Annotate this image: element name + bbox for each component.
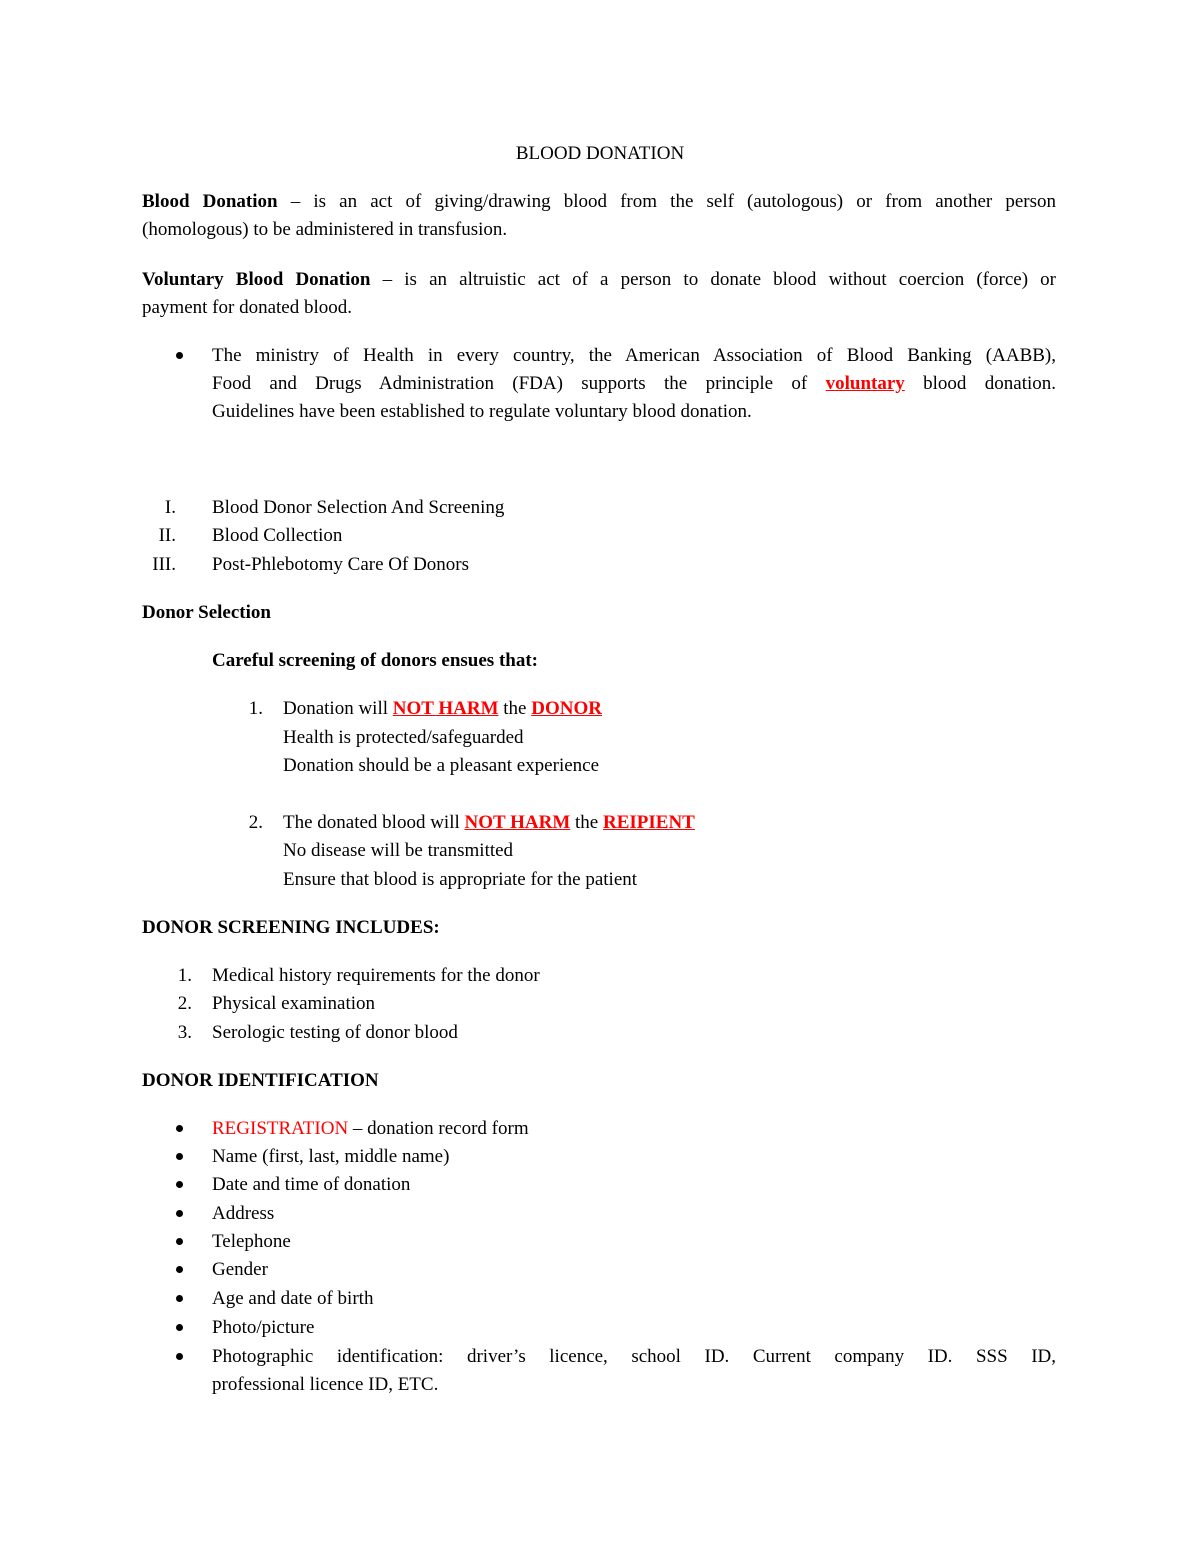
- highlight-donor: DONOR: [531, 698, 602, 719]
- outline-number: II.: [158, 525, 176, 546]
- selection-item-1-sub-1: Health is protected/safeguarded: [283, 727, 524, 748]
- list-number: 2.: [177, 993, 192, 1014]
- section-heading-donor-selection: Donor Selection: [142, 602, 271, 623]
- bullet-icon: [176, 1210, 183, 1217]
- bullet-icon: [176, 1153, 183, 1160]
- selection-item-2-sub-2: Ensure that blood is appropriate for the patient: [283, 869, 638, 890]
- bullet-text: Food and Drugs Administration (FDA) supports the principle of: [212, 373, 808, 394]
- bullet-text: blood donation.: [923, 373, 1056, 394]
- bullet-icon: [176, 1295, 183, 1302]
- list-number: 3.: [177, 1022, 192, 1043]
- identification-item: Date and time of donation: [212, 1174, 411, 1195]
- intro-paragraph-1-line-2: (homologous) to be administered in transfusion.: [142, 219, 508, 240]
- page-title: BLOOD DONATION: [515, 143, 685, 164]
- intro-bullet-line-1: The ministry of Health in every country, the American Association of Blood Banking (AABB),: [212, 345, 1056, 366]
- item-text: the: [503, 698, 527, 719]
- highlight-not-harm: NOT HARM: [392, 698, 499, 719]
- intro-paragraph-2-line-1: [142, 269, 1056, 291]
- section-subheading: Careful screening of donors ensues that:: [212, 650, 538, 671]
- intro-bullet-line-2: [212, 373, 1056, 395]
- list-number: 1.: [177, 965, 192, 986]
- term-blood-donation: Blood Donation: [142, 191, 278, 212]
- list-number: 2.: [248, 812, 263, 833]
- identification-item: Gender: [212, 1259, 268, 1280]
- identification-item: Telephone: [212, 1231, 291, 1252]
- outline-item: Post-Phlebotomy Care Of Donors: [212, 554, 470, 575]
- bullet-icon: [176, 1125, 183, 1132]
- bullet-icon: [176, 1353, 183, 1360]
- identification-item: Name (first, last, middle name): [212, 1146, 450, 1167]
- selection-item-2: [283, 812, 695, 834]
- highlight-recipient: REIPIENT: [602, 812, 695, 833]
- outline-number: I.: [164, 497, 176, 518]
- bullet-icon: [176, 1238, 183, 1245]
- bullet-icon: [176, 1324, 183, 1331]
- definition-text: – is an act of giving/drawing blood from the self (autologous) or from another person: [290, 191, 1056, 212]
- item-text: – donation record form: [352, 1118, 529, 1139]
- bullet-icon: [176, 1266, 183, 1273]
- bullet-icon: [176, 1181, 183, 1188]
- identification-item-photographic-id-line-1: Photographic identification: driver’s licence, school ID. Current company ID. SSS ID,: [212, 1346, 1056, 1367]
- selection-item-1-sub-2: Donation should be a pleasant experience: [283, 755, 600, 776]
- definition-text: – is an altruistic act of a person to donate blood without coercion (force) or: [382, 269, 1056, 290]
- identification-item: Address: [212, 1203, 275, 1224]
- highlight-registration: REGISTRATION: [212, 1118, 349, 1139]
- intro-bullet-line-3: Guidelines have been established to regulate voluntary blood donation.: [212, 401, 752, 422]
- screening-item: Serologic testing of donor blood: [212, 1022, 458, 1043]
- identification-item-photographic-id-line-2: professional licence ID, ETC.: [212, 1374, 439, 1395]
- screening-item: Medical history requirements for the donor: [212, 965, 540, 986]
- identification-item: Photo/picture: [212, 1317, 315, 1338]
- item-text: The donated blood will: [283, 812, 460, 833]
- highlight-not-harm: NOT HARM: [464, 812, 571, 833]
- outline-item: Blood Donor Selection And Screening: [212, 497, 505, 518]
- identification-item-registration: [212, 1118, 529, 1140]
- bullet-icon: [176, 352, 183, 359]
- section-heading-donor-identification: DONOR IDENTIFICATION: [142, 1070, 379, 1091]
- intro-paragraph-2-line-2: payment for donated blood.: [142, 297, 353, 318]
- term-voluntary-blood-donation: Voluntary Blood Donation: [142, 269, 371, 290]
- section-heading-donor-screening: DONOR SCREENING INCLUDES:: [142, 917, 440, 938]
- outline-number: III.: [152, 554, 176, 575]
- item-text: the: [575, 812, 599, 833]
- intro-paragraph-1-line-1: [142, 191, 1056, 213]
- selection-item-2-sub-1: No disease will be transmitted: [283, 840, 514, 861]
- item-text: Donation will: [283, 698, 389, 719]
- selection-item-1: [283, 698, 602, 720]
- highlight-voluntary: voluntary: [825, 373, 905, 394]
- outline-item: Blood Collection: [212, 525, 343, 546]
- screening-item: Physical examination: [212, 993, 376, 1014]
- list-number: 1.: [248, 698, 263, 719]
- identification-item: Age and date of birth: [212, 1288, 374, 1309]
